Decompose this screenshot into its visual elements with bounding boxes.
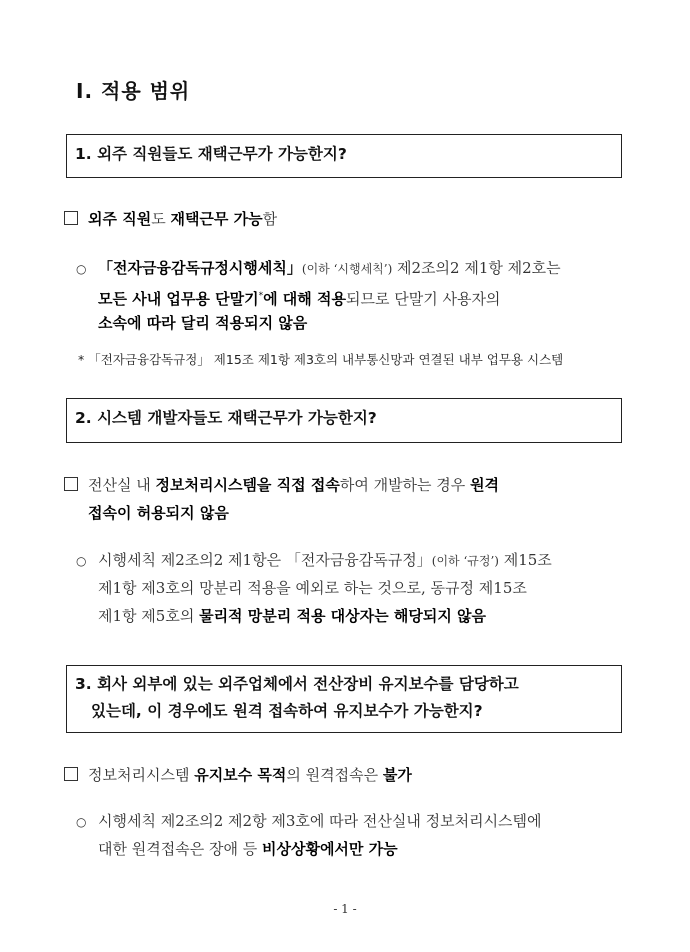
circle-bullet-icon: ○ [76,815,87,829]
question-box-2 [66,398,622,443]
question-3-text-line-1: 3. 회사 외부에 있는 외주업체에서 전산장비 유지보수를 담당하고 [75,675,519,693]
detail-3-line-1: ○ 시행세칙 제2조의2 제2항 제3호에 따라 전산실내 정보처리시스템에 [76,812,542,830]
detail-1-line-2: 모든 사내 업무용 단말기*에 대해 적용되므로 단말기 사용자의 [98,290,501,308]
section-title: Ⅰ. 적용 범위 [76,79,191,103]
detail-3-line-2: 대한 원격접속은 장애 등 비상상황에서만 가능 [98,840,398,858]
answer-2-line-1: 전산실 내 정보처리시스템을 직접 접속하여 개발하는 경우 원격 [64,475,626,495]
footnote-1: * 「전자금융감독규정」 제15조 제1항 제3호의 내부통신망과 연결된 내부 업무용 시스템 [78,352,564,367]
question-box-1 [66,134,622,178]
answer-3: 정보처리시스템 유지보수 목적의 원격접속은 불가 [64,765,626,785]
square-bullet-icon [64,477,78,491]
detail-1-line-1: ○ 「전자금융감독규정시행세칙」(이하 ‘시행세칙’) 제2조의2 제1항 제2호는 [76,259,561,277]
question-1-text: 1. 외주 직원들도 재택근무가 가능한지? [75,145,347,163]
question-3-text-line-2: 있는데, 이 경우에도 원격 접속하여 유지보수가 가능한지? [91,702,483,720]
detail-2-line-2: 제1항 제3호의 망분리 적용을 예외로 하는 것으로, 동규정 제15조 [98,579,527,597]
page-number: - 1 - [333,902,357,916]
question-2-text: 2. 시스템 개발자들도 재택근무가 가능한지? [75,409,377,427]
circle-bullet-icon: ○ [76,262,87,276]
detail-2-line-1: ○ 시행세칙 제2조의2 제1항은 「전자금융감독규정」(이하 ‘규정’) 제15조 [76,551,552,569]
detail-1-line-3: 소속에 따라 달리 적용되지 않음 [98,314,308,332]
question-box-3 [66,665,622,733]
square-bullet-icon [64,767,78,781]
answer-1: 외주 직원도 재택근무 가능함 [64,209,626,229]
answer-2-line-2: 접속이 허용되지 않음 [88,504,229,522]
circle-bullet-icon: ○ [76,554,87,568]
detail-2-line-3: 제1항 제5호의 물리적 망분리 적용 대상자는 해당되지 않음 [98,607,487,625]
square-bullet-icon [64,211,78,225]
